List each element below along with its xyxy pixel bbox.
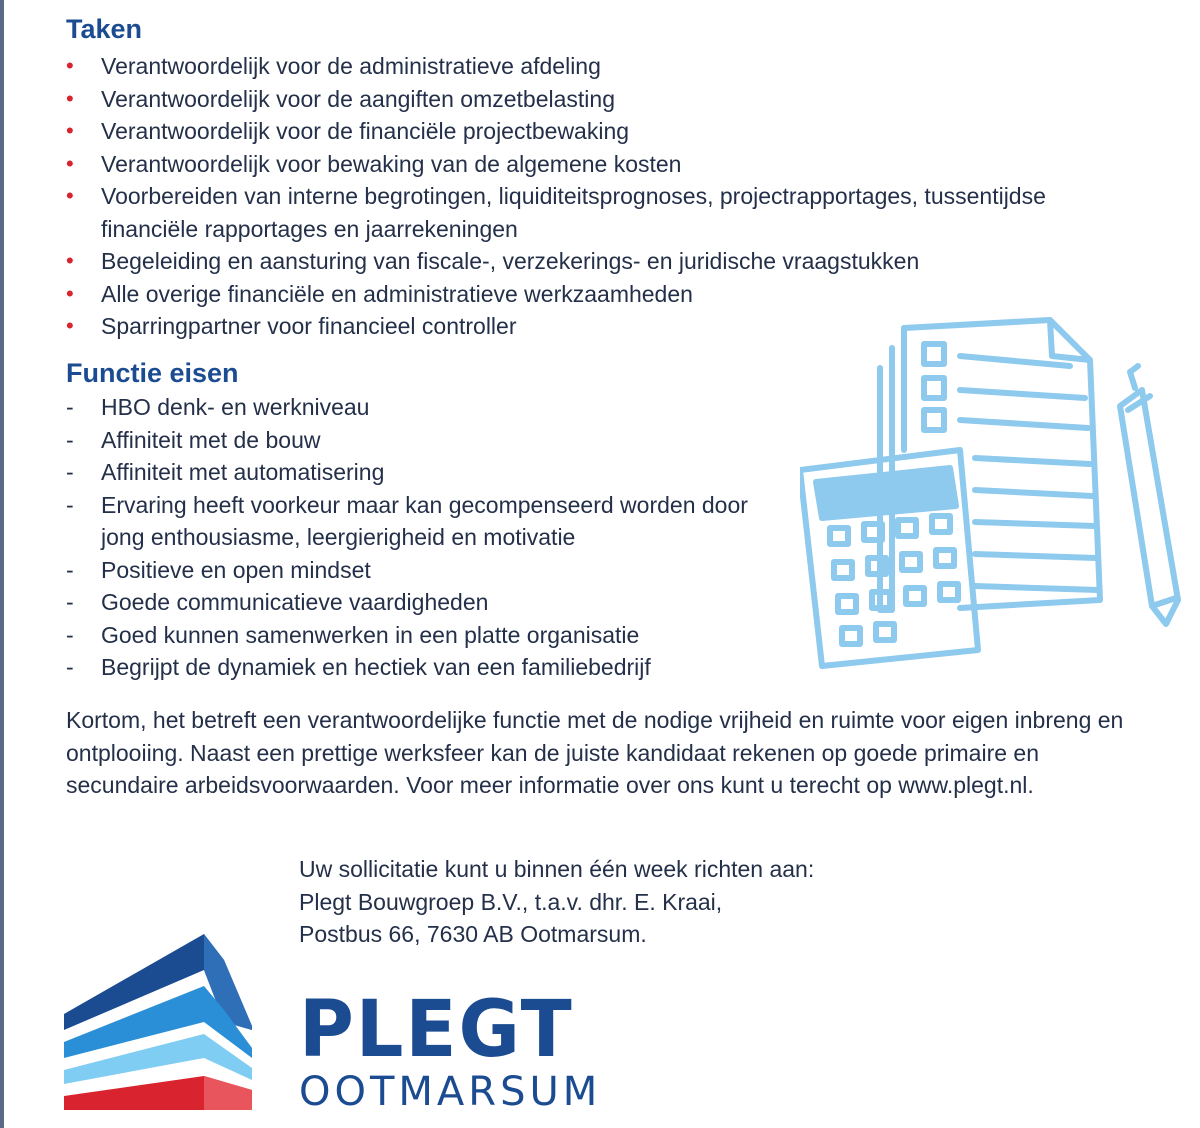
list-item: - Affiniteit met de bouw bbox=[66, 424, 786, 457]
requirements-list bbox=[66, 391, 786, 684]
tasks-heading: Taken bbox=[66, 14, 143, 44]
list-item: • Sparringpartner voor financieel controller bbox=[66, 310, 1066, 343]
tasks-list bbox=[66, 50, 1066, 343]
bullet-icon: • bbox=[66, 248, 74, 273]
dash-marker: - bbox=[66, 589, 74, 615]
address-line: Postbus 66, 7630 AB Ootmarsum. bbox=[299, 921, 647, 947]
list-item: - HBO denk- en werkniveau bbox=[66, 391, 786, 424]
list-item: - Positieve en open mindset bbox=[66, 554, 786, 587]
bullet-icon: • bbox=[66, 85, 74, 111]
list-item: • Alle overige financiële en administratieve werkzaamheden bbox=[66, 278, 1066, 311]
dash-marker: - bbox=[66, 394, 74, 420]
list-item: - Goede communicatieve vaardigheden bbox=[66, 586, 786, 619]
address-line: Uw sollicitatie kunt u binnen één week richten aan: bbox=[299, 856, 815, 882]
dash-marker: - bbox=[66, 426, 74, 453]
list-item: • Verantwoordelijk voor de administratieve afdeling bbox=[66, 50, 1066, 83]
list-item: - Goed kunnen samenwerken in een platte organisatie bbox=[66, 619, 786, 652]
bullet-icon: • bbox=[66, 313, 74, 338]
dash-marker: - bbox=[66, 459, 74, 485]
bullet-icon: • bbox=[66, 53, 74, 78]
dash-marker: - bbox=[66, 621, 74, 648]
list-item: - Begrijpt de dynamiek en hectiek van een familiebedrijf bbox=[66, 651, 786, 684]
logo-place: OOTMARSUM bbox=[299, 1069, 602, 1115]
requirements-heading: Functie eisen bbox=[66, 358, 239, 388]
address-line: Plegt Bouwgroep B.V., t.a.v. dhr. E. Kraai, bbox=[299, 888, 723, 915]
summary-paragraph: Kortom, het betreft een verantwoordelijke functie met de nodige vrijheid en ruimte voor eigen inbreng en ontplooiing. Naast een prettige werksfeer kan de juiste kandidaat rekenen op goede primaire en secundaire arbeidsvoorwaarden. Voor meer informatie over ons kunt u terecht op www.plegt.nl. bbox=[66, 707, 1124, 798]
bullet-icon: • bbox=[66, 183, 74, 208]
dash-marker: - bbox=[66, 654, 74, 680]
list-item: • Verantwoordelijk voor de financiële projectbewaking bbox=[66, 115, 1066, 148]
documents-calculator-pencil-icon bbox=[800, 310, 1185, 680]
application-address bbox=[299, 853, 814, 951]
list-item: • Verantwoordelijk voor bewaking van de algemene kosten bbox=[66, 148, 1066, 181]
bullet-icon: • bbox=[66, 280, 74, 306]
plegt-logo-mark bbox=[64, 930, 256, 1110]
list-item: • Voorbereiden van interne begrotingen, liquiditeitsprognoses, projectrapportages, tussentijdse financiële rapportages en jaarrekeningen bbox=[66, 180, 1066, 245]
logo-name: PLEGT bbox=[299, 985, 574, 1075]
bullet-icon: • bbox=[66, 118, 74, 143]
bullet-icon: • bbox=[66, 150, 74, 176]
list-item: - Affiniteit met automatisering bbox=[66, 456, 786, 489]
page-left-border bbox=[0, 0, 4, 1128]
dash-marker: - bbox=[66, 556, 74, 583]
plegt-logo-text bbox=[299, 985, 602, 1115]
dash-marker: - bbox=[66, 491, 74, 518]
list-item: • Verantwoordelijk voor de aangiften omzetbelasting bbox=[66, 83, 1066, 116]
list-item: - Ervaring heeft voorkeur maar kan gecompenseerd worden door jong enthousiasme, leergierigheid en motivatie bbox=[66, 489, 786, 554]
list-item: • Begeleiding en aansturing van fiscale-, verzekerings- en juridische vraagstukken bbox=[66, 245, 1066, 278]
